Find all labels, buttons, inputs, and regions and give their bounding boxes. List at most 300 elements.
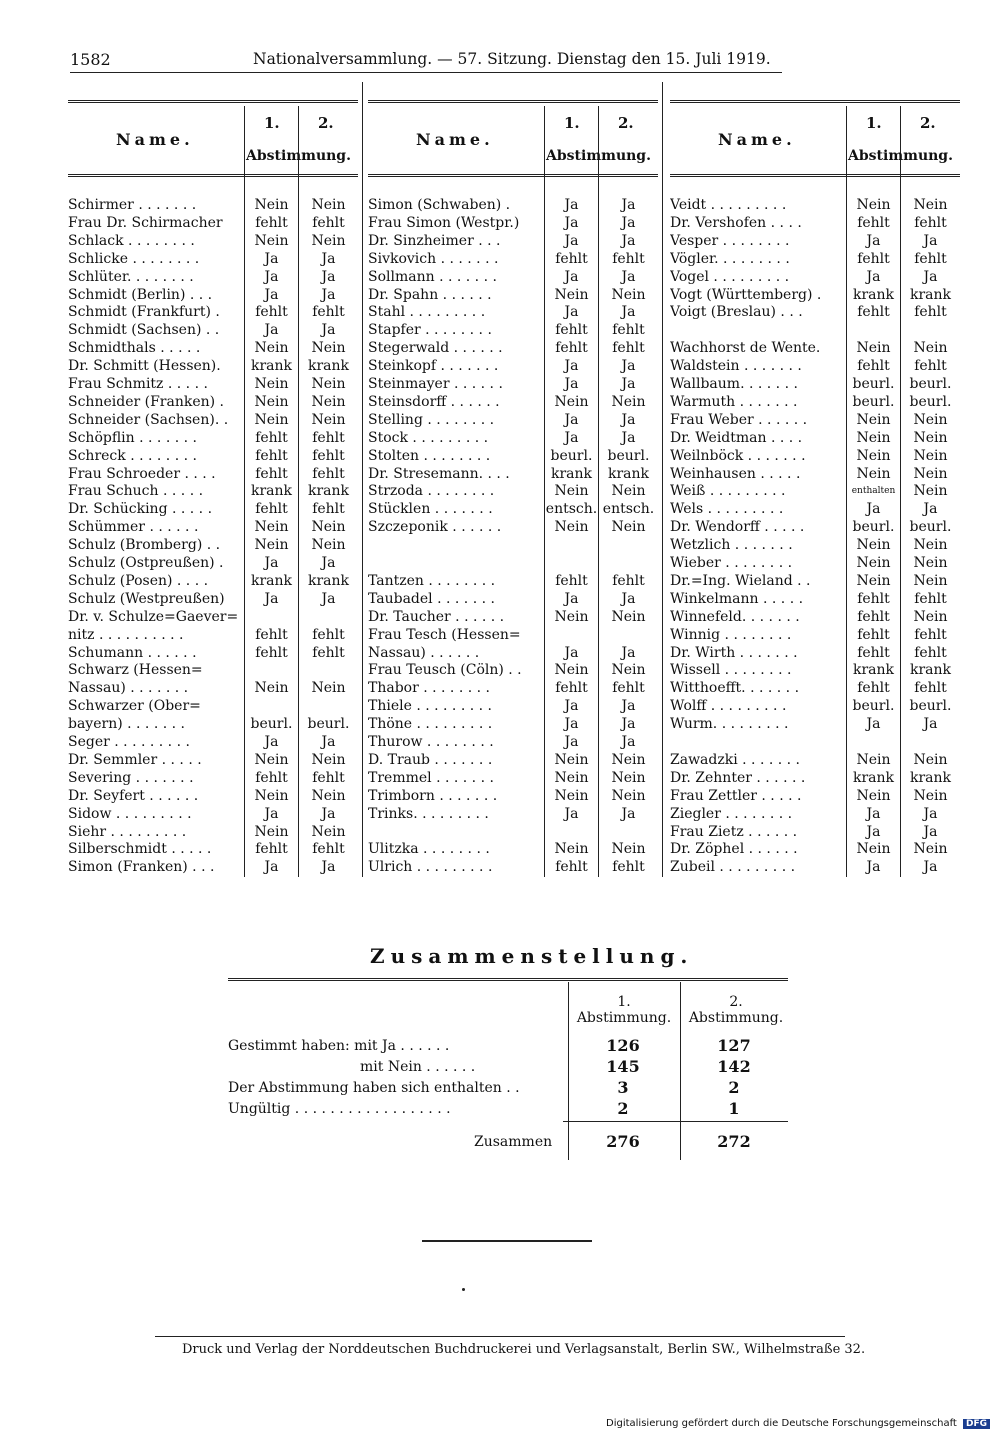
vote-1: fehlt — [857, 680, 890, 697]
table-row — [368, 321, 658, 339]
vote-1: fehlt — [255, 465, 288, 482]
vote-1: Ja — [564, 590, 579, 607]
member-name: Schmidt (Frankfurt) . — [68, 304, 220, 321]
vote-2: Nein — [611, 662, 646, 679]
vote-1: fehlt — [255, 429, 288, 446]
table-row — [368, 661, 658, 679]
table-row — [68, 679, 358, 697]
member-name: Dr. Semmler . . . . . — [68, 751, 202, 768]
table-row — [368, 268, 658, 286]
member-name: Vögler. . . . . . . . . — [670, 250, 790, 267]
member-name: Weinhausen . . . . . — [670, 465, 801, 482]
member-name: Schöpflin . . . . . . . — [68, 429, 197, 446]
name-header: Name. — [416, 130, 494, 149]
table-row — [670, 303, 960, 321]
vote-2: fehlt — [312, 304, 345, 321]
member-name: Thurow . . . . . . . . — [368, 734, 494, 750]
vote-1: fehlt — [255, 644, 288, 661]
table-row — [670, 626, 960, 644]
table-row — [68, 715, 358, 733]
member-name: Taubadel . . . . . . . — [368, 590, 495, 607]
vote-2: Nein — [913, 787, 948, 804]
table-row — [68, 286, 358, 304]
vote-2: fehlt — [312, 841, 345, 858]
vote-2: Nein — [913, 465, 948, 482]
vote-1: Ja — [264, 268, 279, 285]
table-row — [68, 447, 358, 465]
vote-1: Nein — [856, 197, 891, 213]
vote-2: Nein — [311, 232, 346, 249]
table-row — [670, 250, 960, 268]
vote-2: Nein — [913, 411, 948, 428]
vote-1: fehlt — [857, 358, 890, 375]
vote-2: fehlt — [612, 322, 645, 339]
member-name: Dr. Spahn . . . . . . — [368, 286, 492, 303]
vote-2: Ja — [321, 268, 336, 285]
summary-ungueltig-v2: 1 — [728, 1099, 740, 1118]
vote-2: Nein — [311, 376, 346, 392]
vote-table-column-2 — [368, 82, 658, 877]
vote-1: Ja — [564, 304, 579, 321]
member-name: Dr. Zöphel . . . . . . — [670, 841, 798, 858]
vote-2: Ja — [321, 590, 336, 607]
vote-1: Ja — [564, 429, 579, 446]
summary-ja-v2: 127 — [717, 1036, 751, 1055]
table-row — [368, 339, 658, 357]
vote-1: Ja — [264, 322, 279, 339]
member-name: Sollmann . . . . . . . — [368, 268, 497, 285]
vote-1: fehlt — [255, 501, 288, 518]
table-row — [670, 393, 960, 411]
member-name: Schlüter. . . . . . . . — [68, 268, 194, 285]
table-row — [68, 626, 358, 644]
member-name: Ziegler . . . . . . . . — [670, 805, 793, 822]
table-row — [368, 572, 658, 590]
vote-1: Nein — [254, 411, 289, 428]
vote-1: Nein — [554, 841, 589, 858]
vote-2: Ja — [621, 590, 636, 607]
name-header: Name. — [718, 130, 796, 149]
member-name: Vogt (Württemberg) . — [670, 286, 822, 303]
vote-2: Nein — [311, 393, 346, 410]
member-name: Frau Simon (Westpr.) — [368, 214, 520, 231]
table-row — [670, 482, 960, 500]
member-name: nitz . . . . . . . . . . — [68, 626, 184, 643]
table-row — [68, 536, 358, 554]
vote-1: Nein — [554, 483, 589, 500]
table-row — [368, 679, 658, 697]
member-name: Schumann . . . . . . — [68, 644, 197, 661]
table-top-rule — [368, 100, 658, 103]
member-name: Frau Schmitz . . . . . — [68, 376, 208, 392]
vote-2: Nein — [311, 537, 346, 554]
table-row — [670, 572, 960, 590]
member-name: Siehr . . . . . . . . . — [68, 823, 187, 840]
member-name: Zawadzki . . . . . . . — [670, 751, 801, 768]
vote-2: Ja — [923, 268, 938, 285]
table-row — [368, 286, 658, 304]
member-name: Stücklen . . . . . . . — [368, 501, 493, 518]
digitization-credit — [606, 1418, 990, 1429]
vote-1: Ja — [264, 286, 279, 303]
member-name: Steinmayer . . . . . . — [368, 376, 503, 392]
page-number: 1582 — [70, 50, 111, 69]
vote-1: krank — [250, 572, 293, 589]
member-name: Frau Zietz . . . . . . — [670, 823, 798, 840]
vote-2: fehlt — [914, 644, 947, 661]
member-name: Simon (Franken) . . . — [68, 859, 215, 876]
vote-1: Ja — [866, 859, 881, 876]
table-row — [68, 608, 358, 626]
table-row — [670, 823, 960, 841]
vote-2: Ja — [923, 805, 938, 822]
member-name: Dr. Wendorff . . . . . — [670, 519, 805, 536]
table-row — [68, 644, 358, 662]
table-header-rule — [368, 174, 658, 177]
vote-2: fehlt — [312, 465, 345, 482]
vote-1: Nein — [554, 751, 589, 768]
summary-col1-number: 1. — [617, 994, 631, 1010]
member-name: Zubeil . . . . . . . . . — [670, 859, 796, 876]
vote-2: Nein — [913, 537, 948, 554]
vote-2: Ja — [621, 429, 636, 446]
table-row — [368, 429, 658, 447]
vote-1: fehlt — [857, 590, 890, 607]
vote-2: Ja — [621, 376, 636, 392]
vote-2: Nein — [913, 447, 948, 464]
member-name: Dr. Taucher . . . . . . — [368, 608, 505, 625]
summary-col2-header — [684, 994, 788, 1026]
member-name: Schümmer . . . . . . — [68, 519, 199, 536]
member-name: Schwarzer (Ober= — [68, 698, 201, 715]
table-row — [368, 214, 658, 232]
member-name: Schlicke . . . . . . . . — [68, 250, 200, 267]
summary-total-label: Zusammen — [474, 1134, 553, 1150]
vote-1: Nein — [254, 376, 289, 392]
vote-2: Ja — [621, 197, 636, 213]
vote-1: Ja — [264, 859, 279, 876]
summary-column-rule — [568, 982, 569, 1160]
table-row — [368, 823, 658, 841]
vote-2: Ja — [321, 805, 336, 822]
table-row — [368, 500, 658, 518]
member-name: Schneider (Sachsen). . — [68, 411, 229, 428]
vote-1: fehlt — [555, 680, 588, 697]
table-header-rule — [68, 174, 358, 177]
vote-1: Ja — [564, 197, 579, 213]
member-name: Tantzen . . . . . . . . — [368, 572, 496, 589]
table-row — [368, 465, 658, 483]
vote-1: Nein — [856, 751, 891, 768]
table-row — [68, 858, 358, 876]
vote-2: fehlt — [612, 859, 645, 876]
table-row — [68, 465, 358, 483]
vote2-header: 2. — [618, 114, 634, 132]
vote-2: Nein — [913, 841, 948, 858]
member-name: Winnefeld. . . . . . . — [670, 608, 800, 625]
table-row — [68, 787, 358, 805]
table-row — [670, 840, 960, 858]
table-row — [670, 500, 960, 518]
credit-text: Digitalisierung gefördert durch die Deutsche Forschungsgemeinschaft — [606, 1418, 957, 1429]
vote-1: fehlt — [255, 304, 288, 321]
table-row — [670, 375, 960, 393]
table-row — [368, 196, 658, 214]
vote-2: Ja — [621, 734, 636, 750]
vote-2: Ja — [621, 698, 636, 715]
vote-1: fehlt — [857, 304, 890, 321]
vote-1: Nein — [254, 537, 289, 554]
vote-1: krank — [250, 358, 293, 375]
vote-1: Ja — [866, 268, 881, 285]
table-row — [670, 805, 960, 823]
table-row — [68, 232, 358, 250]
table-top-rule — [68, 100, 358, 103]
table-row — [68, 357, 358, 375]
member-name: Stock . . . . . . . . . — [368, 429, 489, 446]
vote-1: Ja — [866, 805, 881, 822]
table-row — [68, 733, 358, 751]
vote-2: Ja — [621, 644, 636, 661]
table-row — [670, 447, 960, 465]
summary-col2-label: Abstimmung. — [688, 1010, 784, 1026]
vote-2: Nein — [913, 197, 948, 213]
table-row — [68, 303, 358, 321]
member-name: Sivkovich . . . . . . . — [368, 250, 499, 267]
vote-1: fehlt — [555, 322, 588, 339]
vote-1: Ja — [564, 376, 579, 392]
table-row — [368, 733, 658, 751]
vote-1: fehlt — [857, 608, 890, 625]
vote-2: fehlt — [914, 214, 947, 231]
vote-2: Nein — [611, 608, 646, 625]
table-row — [670, 590, 960, 608]
summary-column-rule — [680, 982, 681, 1160]
member-name: Dr. Schücking . . . . . — [68, 501, 213, 518]
vote-2: krank — [909, 662, 952, 679]
summary-enthalten-v2: 2 — [728, 1078, 740, 1097]
summary-total-v1: 276 — [606, 1132, 640, 1151]
vote-2: Nein — [311, 519, 346, 536]
table-row — [68, 375, 358, 393]
vote-1: Nein — [254, 823, 289, 840]
vote-1: fehlt — [857, 644, 890, 661]
table-row — [368, 590, 658, 608]
table-row — [68, 339, 358, 357]
vote-1: Ja — [866, 823, 881, 840]
member-name: Ulitzka . . . . . . . . — [368, 841, 490, 858]
page-header — [70, 50, 782, 73]
member-name: Trinks. . . . . . . . . — [368, 805, 489, 822]
vote1-header: 1. — [264, 114, 280, 132]
member-name: D. Traub . . . . . . . — [368, 751, 493, 768]
table-row — [670, 357, 960, 375]
vote-1: Nein — [856, 411, 891, 428]
table-row — [670, 644, 960, 662]
member-name: Dr. Seyfert . . . . . . — [68, 787, 199, 804]
vote-1: krank — [852, 286, 895, 303]
summary-nein-v1: 145 — [606, 1057, 640, 1076]
vote-2: Ja — [923, 232, 938, 249]
member-name: Schwarz (Hessen= — [68, 662, 203, 679]
summary-top-rule — [228, 978, 788, 981]
member-name: Schmidt (Sachsen) . . — [68, 322, 220, 339]
vote-2: fehlt — [612, 572, 645, 589]
vote-1: beurl. — [852, 376, 895, 392]
vote-2: Ja — [321, 859, 336, 876]
vote-1: fehlt — [255, 447, 288, 464]
member-name: Waldstein . . . . . . . — [670, 358, 802, 375]
vote-1: Nein — [856, 787, 891, 804]
table-row — [68, 250, 358, 268]
table-row — [670, 465, 960, 483]
vote-1: Ja — [264, 805, 279, 822]
vote-1: Ja — [564, 268, 579, 285]
vote-2: Nein — [913, 555, 948, 571]
vote-1: enthalten — [851, 486, 896, 497]
table-row — [670, 321, 960, 339]
vote-2: fehlt — [914, 626, 947, 643]
vote-2: Nein — [311, 340, 346, 357]
summary-ungueltig-v1: 2 — [617, 1099, 629, 1118]
table-row — [670, 661, 960, 679]
member-name: Trimborn . . . . . . . — [368, 787, 498, 804]
member-name: Vesper . . . . . . . . — [670, 232, 790, 249]
vote-2: fehlt — [914, 304, 947, 321]
table-row — [670, 536, 960, 554]
table-row — [68, 482, 358, 500]
member-name: Ulrich . . . . . . . . . — [368, 859, 493, 876]
table-row — [68, 393, 358, 411]
member-name: Wolff . . . . . . . . . — [670, 698, 787, 715]
table-row — [670, 268, 960, 286]
vote-1: Nein — [254, 197, 289, 213]
summary-table — [228, 978, 788, 1160]
member-name: Nassau) . . . . . . — [368, 644, 480, 661]
vote-table-column-1 — [68, 82, 358, 877]
table-row — [368, 554, 658, 572]
footer-rule — [155, 1336, 845, 1337]
vote-1: Nein — [856, 429, 891, 446]
vote-2: Ja — [321, 555, 336, 571]
vote-1: fehlt — [857, 250, 890, 267]
member-name: Frau Teusch (Cöln) . . — [368, 662, 522, 679]
member-name: Dr. Stresemann. . . . — [368, 465, 510, 482]
vote-2: fehlt — [914, 590, 947, 607]
table-row — [368, 303, 658, 321]
closing-rule — [422, 1240, 592, 1242]
vote2-header: 2. — [920, 114, 936, 132]
vote-1: Ja — [564, 232, 579, 249]
vote-1: Ja — [866, 501, 881, 518]
member-name: Frau Zettler . . . . . — [670, 787, 802, 804]
vote-2: krank — [307, 483, 350, 500]
member-name: Dr.=Ing. Wieland . . — [670, 572, 811, 589]
member-name: Winkelmann . . . . . — [670, 590, 804, 607]
vote-2: fehlt — [312, 429, 345, 446]
name-header: Name. — [116, 130, 194, 149]
vote-1: Nein — [554, 519, 589, 536]
member-name: Schlack . . . . . . . . — [68, 232, 195, 249]
table-row — [368, 751, 658, 769]
vote-1: fehlt — [555, 572, 588, 589]
member-name: Frau Tesch (Hessen= — [368, 626, 521, 643]
vote-1: entsch. — [545, 501, 598, 518]
vote-1: Ja — [564, 698, 579, 715]
vote-2: fehlt — [914, 680, 947, 697]
member-name: Wieber . . . . . . . . — [670, 555, 793, 571]
table-row — [68, 661, 358, 679]
vote-2: fehlt — [914, 250, 947, 267]
vote-1: fehlt — [857, 626, 890, 643]
member-name: Schirmer . . . . . . . — [68, 197, 197, 213]
vote1-header: 1. — [866, 114, 882, 132]
vote-2: beurl. — [607, 447, 650, 464]
vote-1: Ja — [564, 734, 579, 750]
vote-1: Nein — [856, 555, 891, 571]
table-row — [368, 393, 658, 411]
member-name: Stahl . . . . . . . . . — [368, 304, 486, 321]
table-row — [368, 357, 658, 375]
member-name: Sidow . . . . . . . . . — [68, 805, 192, 822]
table-row — [368, 411, 658, 429]
table-row — [68, 697, 358, 715]
vote-2: Nein — [311, 823, 346, 840]
member-name: Wels . . . . . . . . . — [670, 501, 784, 518]
table-row — [68, 590, 358, 608]
vote-2: Ja — [321, 250, 336, 267]
vote-1: fehlt — [255, 626, 288, 643]
table-row — [68, 572, 358, 590]
table-row — [368, 626, 658, 644]
table-header-rule — [670, 174, 960, 177]
table-row — [368, 805, 658, 823]
vote-2: Nein — [611, 286, 646, 303]
vote-1: Nein — [856, 340, 891, 357]
vote-2: Ja — [321, 734, 336, 750]
vote-1: fehlt — [555, 859, 588, 876]
vote-2: fehlt — [612, 250, 645, 267]
vote-1: beurl. — [852, 393, 895, 410]
member-name: Dr. Sinzheimer . . . — [368, 232, 501, 249]
vote-1: Nein — [554, 286, 589, 303]
member-name: Seger . . . . . . . . . — [68, 734, 190, 750]
vote-2: beurl. — [909, 376, 952, 392]
member-name: Dr. Vershofen . . . . — [670, 214, 802, 231]
table-row — [368, 697, 658, 715]
member-name: Frau Weber . . . . . . — [670, 411, 808, 428]
member-name: Wurm. . . . . . . . . — [670, 716, 789, 733]
member-name: Schneider (Franken) . — [68, 393, 224, 410]
vote-2: Nein — [311, 751, 346, 768]
summary-label-ungueltig: Ungültig . . . . . . . . . . . . . . . . . . — [228, 1101, 451, 1117]
vote-1: Nein — [254, 232, 289, 249]
vote-2: Nein — [611, 787, 646, 804]
vote-1: Ja — [564, 214, 579, 231]
vote-1: Nein — [554, 608, 589, 625]
vote-1: Nein — [856, 447, 891, 464]
vote-1: Ja — [866, 232, 881, 249]
vote-1: krank — [852, 662, 895, 679]
vote-2: Nein — [311, 411, 346, 428]
vote1-header: 1. — [564, 114, 580, 132]
vote-1: beurl. — [852, 519, 895, 536]
table-top-rule — [670, 100, 960, 103]
table-row — [68, 429, 358, 447]
member-name: Nassau) . . . . . . . — [68, 680, 189, 697]
table-row — [670, 733, 960, 751]
member-name: Schmidt (Berlin) . . . — [68, 286, 213, 303]
